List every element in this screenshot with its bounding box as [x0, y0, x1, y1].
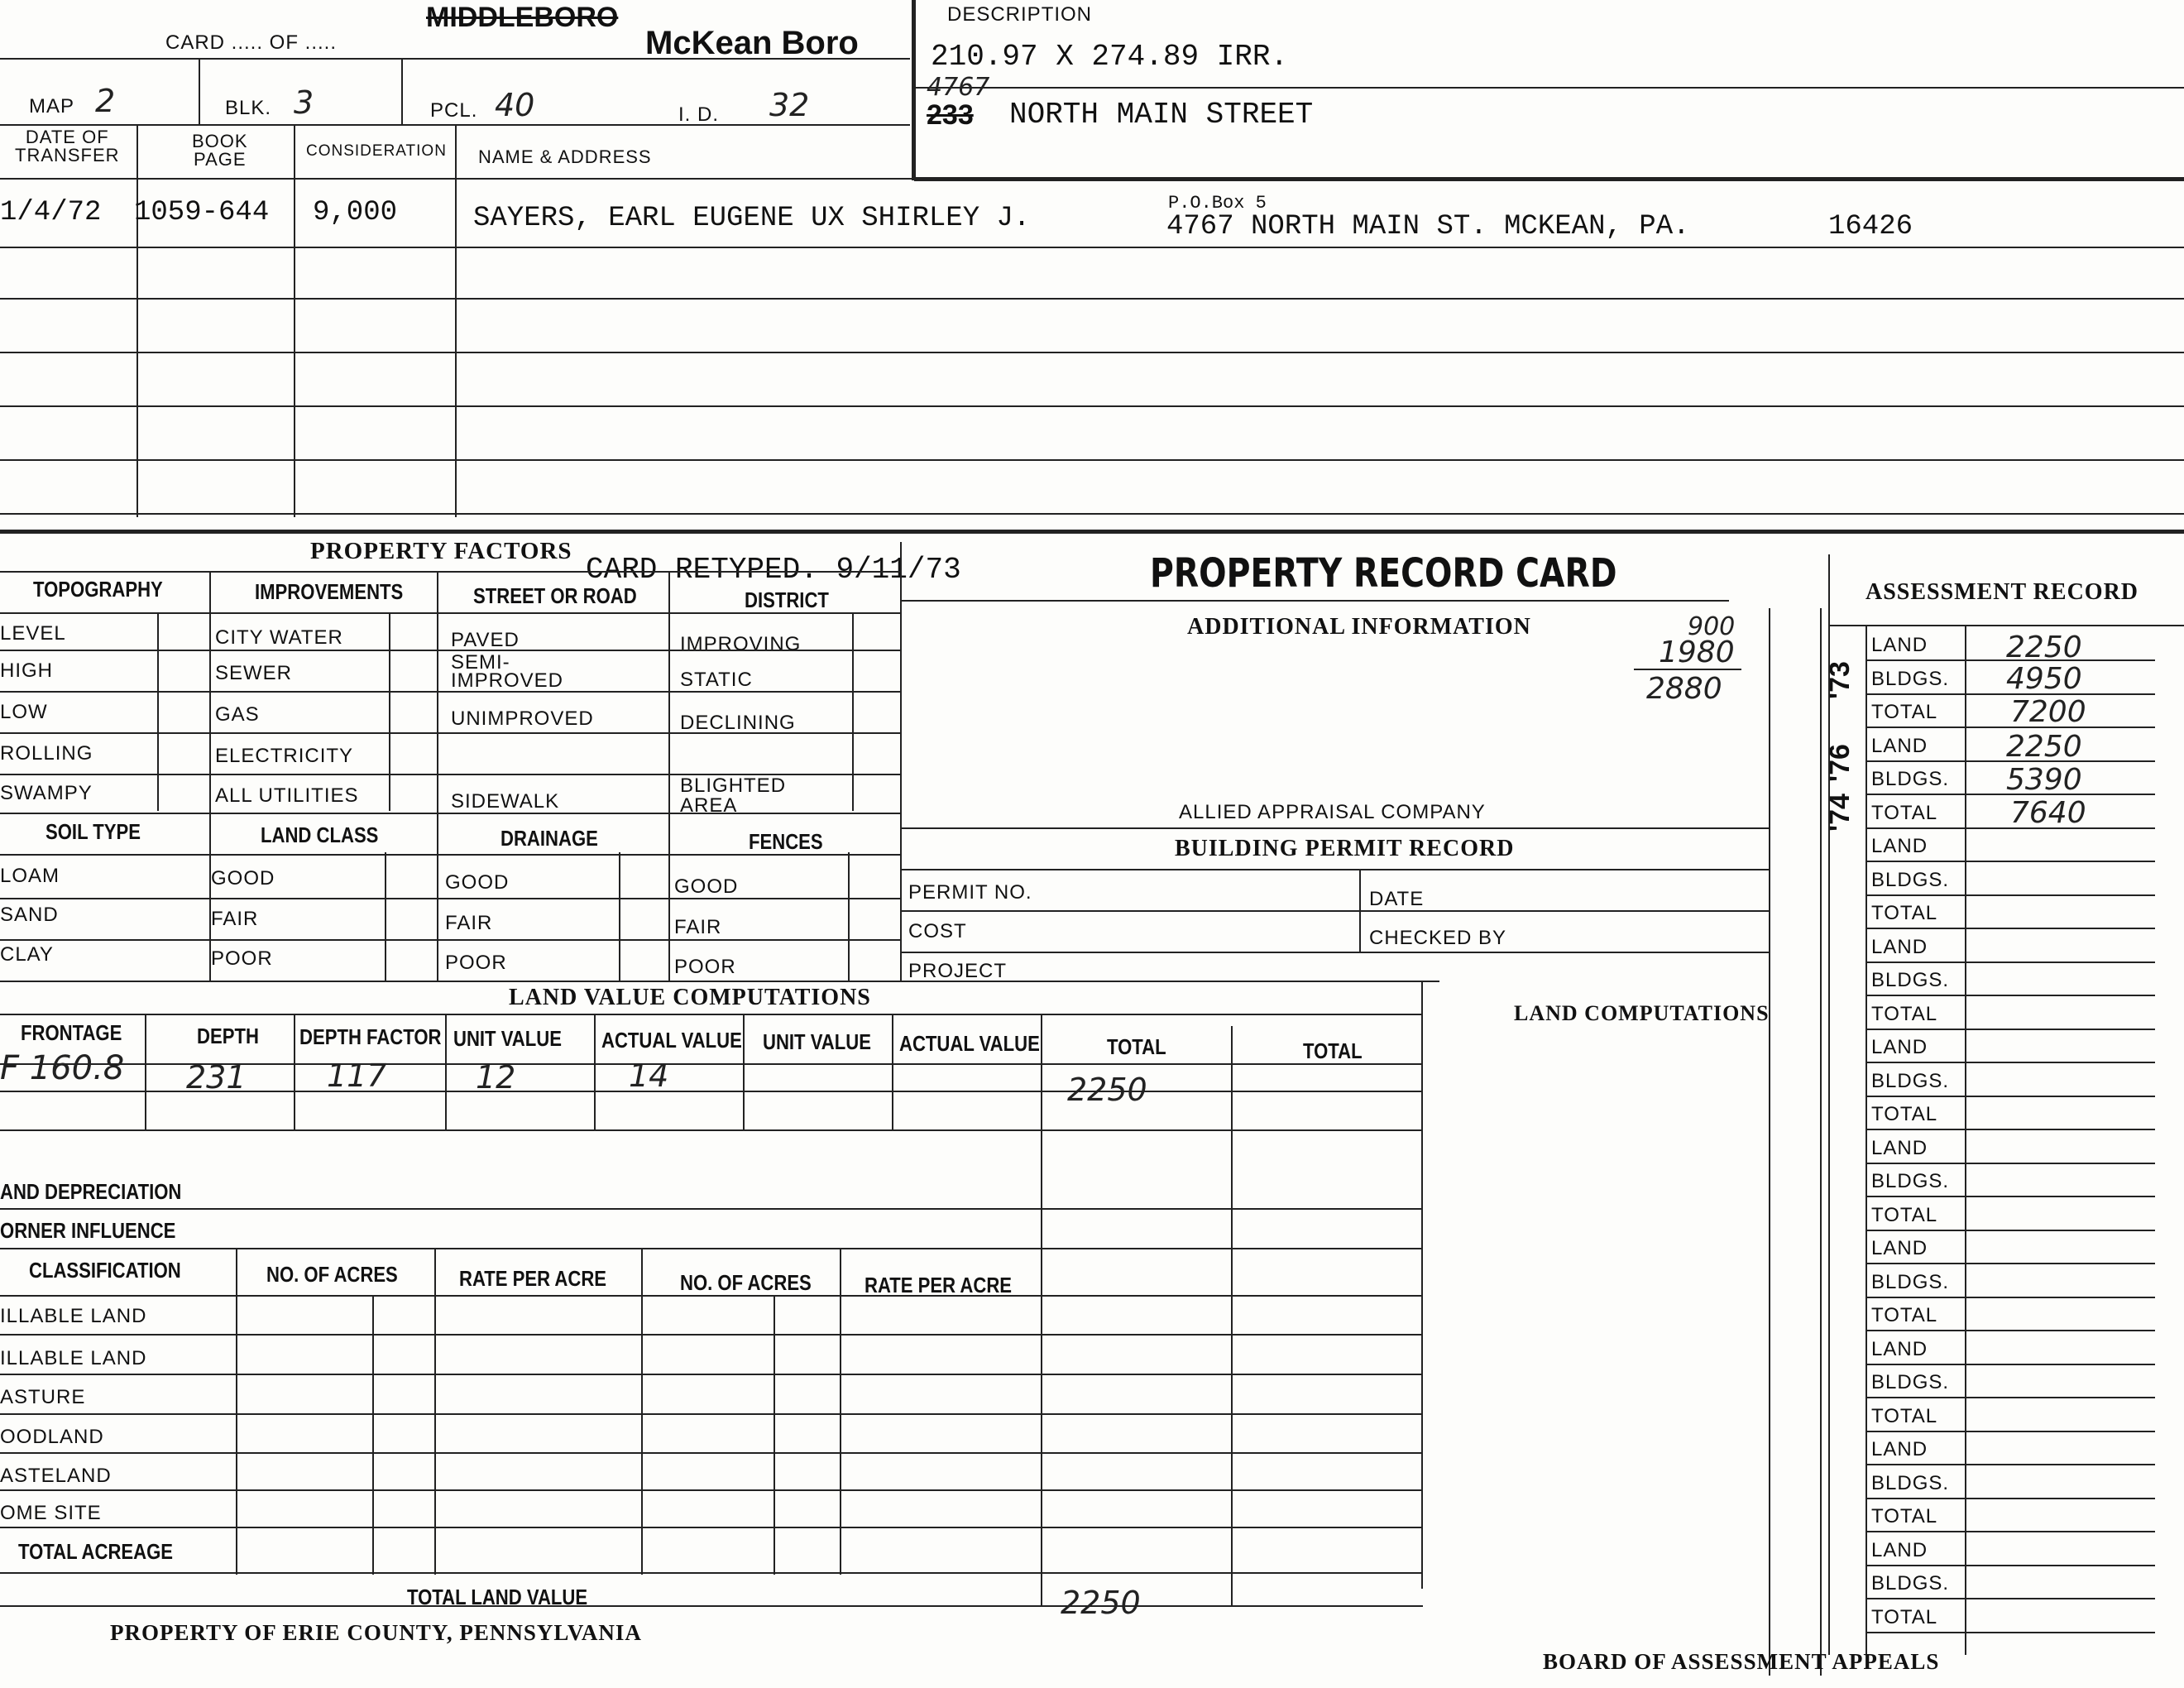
land-class-header: LAND CLASS — [261, 822, 379, 847]
assessment-row-label: LAND — [1871, 835, 1928, 857]
rule — [848, 852, 850, 981]
assessment-row-rule — [1866, 1230, 2155, 1231]
footer-board: BOARD OF ASSESSMENT APPEALS — [1543, 1649, 1940, 1674]
drainage-good: GOOD — [445, 871, 510, 894]
rule — [385, 852, 386, 981]
street-semi-improved: SEMI- IMPROVED — [451, 651, 564, 692]
calc-value-a: 900 — [1688, 612, 1736, 641]
class-tillable-land-2: ILLABLE LAND — [0, 1347, 147, 1369]
pcl-value: 40 — [495, 87, 535, 123]
rule — [294, 1014, 295, 1129]
district-header: DISTRICT — [745, 587, 829, 612]
rule — [1421, 981, 1423, 1589]
street-unimproved: UNIMPROVED — [451, 707, 594, 730]
col-date-header: DATE OF TRANSFER — [15, 127, 120, 165]
calc-sum: 2880 — [1646, 672, 1722, 706]
card-retyped-note: CARD RETYPED. 9/11/73 — [586, 553, 961, 587]
fences-good: GOOD — [674, 875, 739, 898]
topography-swampy: SWAMPY — [0, 782, 93, 804]
assessment-row-rule — [1866, 995, 2155, 996]
rule — [0, 1334, 1423, 1336]
assessment-row-rule — [1866, 1129, 2155, 1130]
actual-value-header: ACTUAL VALUE — [601, 1028, 742, 1053]
rule — [0, 459, 2184, 461]
depth-factor-value: 117 — [327, 1057, 387, 1094]
rule — [902, 952, 1770, 953]
rule — [641, 1248, 643, 1575]
permit-cost-label: COST — [908, 920, 967, 942]
rule — [0, 1295, 1423, 1297]
class-pasture: ASTURE — [0, 1386, 86, 1408]
permit-project-label: PROJECT — [908, 960, 1008, 982]
class-woodland: OODLAND — [0, 1426, 104, 1448]
assessment-bldgs-1: 4950 — [2006, 662, 2082, 696]
assessment-row-label: TOTAL — [1871, 1304, 1938, 1326]
rule — [0, 1489, 1423, 1491]
rule — [136, 124, 138, 517]
rule — [1965, 625, 1966, 1655]
class-wasteland: ASTELAND — [0, 1465, 112, 1487]
assessment-row-label: TOTAL — [1871, 1505, 1938, 1527]
assessment-row-label: BLDGS. — [1871, 869, 1950, 891]
assessment-row-label: TOTAL — [1871, 1405, 1938, 1427]
assessment-row-label: BLDGS. — [1871, 668, 1950, 690]
no-acres-header-2: NO. OF ACRES — [680, 1270, 812, 1295]
unit-value-2-header: UNIT VALUE — [763, 1029, 871, 1054]
assessment-row-label: LAND — [1871, 1237, 1928, 1259]
assessment-row-rule — [1866, 894, 2155, 896]
actual-value-value: 14 — [629, 1057, 669, 1094]
assessment-row-rule — [1866, 961, 2155, 963]
rule — [912, 0, 916, 180]
assessment-row-label: BLDGS. — [1871, 1371, 1950, 1393]
map-value: 2 — [95, 83, 116, 119]
assessment-row-label: BLDGS. — [1871, 1271, 1950, 1293]
id-label: I. D. — [678, 103, 720, 126]
assessment-year-74: '74 — [1824, 794, 1856, 832]
rule — [0, 298, 2184, 300]
transfer-consideration: 9,000 — [313, 197, 398, 228]
rule — [0, 691, 902, 693]
rate-acre-header-2: RATE PER ACRE — [864, 1273, 1013, 1297]
assessment-bldgs-2: 5390 — [2006, 763, 2082, 797]
rule — [0, 732, 902, 734]
assessment-land-2: 2250 — [2006, 730, 2082, 764]
assessment-row-label: LAND — [1871, 936, 1928, 958]
rule — [0, 530, 2184, 534]
rule — [1769, 608, 1770, 1676]
soil-clay: CLAY — [0, 943, 54, 966]
assessment-row-label: BLDGS. — [1871, 1572, 1950, 1594]
rule — [0, 1452, 1423, 1454]
blk-value: 3 — [294, 84, 314, 121]
rule — [774, 1295, 775, 1575]
assessment-row-rule — [1866, 1464, 2155, 1465]
rule — [0, 981, 1439, 982]
assessment-row-rule — [1866, 1565, 2155, 1566]
improvement-all-utilities: ALL UTILITIES — [215, 784, 359, 807]
improvement-electricity: ELECTRICITY — [215, 745, 354, 767]
corner-influence-label: ORNER INFLUENCE — [0, 1218, 176, 1243]
transfer-name: SAYERS, EARL EUGENE UX SHIRLEY J. — [473, 203, 1031, 234]
assessment-year-76: '76 — [1824, 744, 1856, 782]
assessment-total-1: 7200 — [2010, 695, 2086, 729]
improvements-header: IMPROVEMENTS — [255, 579, 404, 604]
blk-label: BLK. — [225, 97, 272, 119]
calc-sum-rule — [1634, 669, 1741, 670]
assessment-year-73: '73 — [1824, 661, 1856, 699]
property-factors-title: PROPERTY FACTORS — [310, 538, 572, 564]
drainage-header: DRAINAGE — [500, 826, 598, 851]
rule — [294, 124, 295, 517]
map-label: MAP — [29, 95, 75, 117]
rule — [0, 58, 910, 60]
assessment-row-label: TOTAL — [1871, 701, 1938, 723]
rule — [401, 58, 403, 124]
district-improving: IMPROVING — [680, 633, 802, 655]
rule — [0, 1374, 1423, 1375]
description-dimensions: 210.97 X 274.89 IRR. — [931, 40, 1289, 74]
rule — [902, 869, 1770, 870]
drainage-poor: POOR — [445, 952, 507, 974]
appraiser-name: ALLIED APPRAISAL COMPANY — [1179, 801, 1486, 823]
rule — [900, 542, 902, 981]
rule — [445, 1014, 447, 1129]
borough-struck: MIDDLEBORO — [426, 2, 619, 33]
rule — [1820, 608, 1822, 1676]
land-class-good: GOOD — [211, 867, 275, 890]
rule — [455, 124, 457, 517]
total-value: 2250 — [1067, 1072, 1147, 1108]
footer-owner: PROPERTY OF ERIE COUNTY, PENNSYLVANIA — [110, 1620, 642, 1645]
assessment-row-rule — [1866, 1330, 2155, 1331]
assessment-row-label: LAND — [1871, 735, 1928, 757]
col-consideration-header: CONSIDERATION — [306, 142, 447, 160]
permit-date-label: DATE — [1369, 888, 1425, 910]
rule — [437, 571, 438, 981]
assessment-row-rule — [1866, 1096, 2155, 1097]
total-land-value-label: TOTAL LAND VALUE — [407, 1585, 588, 1609]
transfer-zip: 16426 — [1828, 211, 1913, 242]
depth-header: DEPTH — [197, 1024, 259, 1048]
assessment-row-label: BLDGS. — [1871, 969, 1950, 991]
rule — [0, 898, 902, 899]
topography-header: TOPOGRAPHY — [33, 577, 163, 602]
assessment-row-rule — [1866, 1364, 2155, 1365]
description-label: DESCRIPTION — [947, 3, 1093, 26]
rule — [0, 178, 2184, 180]
assessment-row-label: TOTAL — [1871, 1103, 1938, 1125]
assessment-row-rule — [1866, 1196, 2155, 1197]
rule — [389, 612, 390, 811]
rule — [668, 571, 670, 981]
fences-fair: FAIR — [674, 916, 722, 938]
topography-rolling: ROLLING — [0, 742, 93, 765]
improvement-city-water: CITY WATER — [215, 626, 343, 649]
rule — [0, 405, 2184, 407]
street-header: STREET OR ROAD — [473, 583, 637, 608]
rule — [0, 1527, 1423, 1528]
rule — [199, 58, 200, 124]
col-book-header: BOOK PAGE — [192, 131, 248, 170]
assessment-row-rule — [1866, 1598, 2155, 1599]
rule — [840, 1248, 841, 1575]
depth-value: 231 — [186, 1059, 247, 1096]
assessment-row-rule — [1866, 1397, 2155, 1398]
assessment-row-label: LAND — [1871, 1438, 1928, 1460]
assessment-row-label: BLDGS. — [1871, 768, 1950, 790]
permit-checked-by-label: CHECKED BY — [1369, 927, 1507, 949]
assessment-row-label: BLDGS. — [1871, 1070, 1950, 1092]
assessment-land-1: 2250 — [2006, 631, 2082, 664]
rule — [902, 910, 1770, 912]
rule — [0, 612, 902, 614]
rule — [0, 854, 902, 856]
assessment-row-label: LAND — [1871, 1539, 1928, 1561]
topography-high: HIGH — [0, 659, 53, 682]
rule — [434, 1248, 436, 1575]
assessment-row-rule — [1866, 1297, 2155, 1298]
rule — [1828, 625, 2184, 626]
assessment-row-rule — [1866, 1029, 2155, 1030]
assessment-row-rule — [1866, 1062, 2155, 1063]
rule — [594, 1014, 596, 1129]
transfer-date: 1/4/72 — [0, 197, 102, 228]
permit-record-title: BUILDING PERMIT RECORD — [1175, 836, 1515, 861]
address-street: NORTH MAIN STREET — [1009, 98, 1314, 132]
assessment-row-rule — [1866, 928, 2155, 929]
topography-low: LOW — [0, 701, 48, 723]
col-name-header: NAME & ADDRESS — [478, 146, 652, 167]
drainage-fair: FAIR — [445, 912, 493, 934]
total-header-1: TOTAL — [1107, 1034, 1166, 1059]
assessment-row-rule — [1866, 1163, 2155, 1164]
rule — [1828, 554, 1830, 1655]
assessment-row-rule — [1866, 1632, 2155, 1633]
assessment-row-rule — [1866, 1263, 2155, 1264]
rule — [743, 1014, 745, 1129]
fences-poor: POOR — [674, 956, 736, 978]
unit-value-value: 12 — [476, 1059, 516, 1096]
rule — [157, 612, 159, 811]
assessment-row-label: TOTAL — [1871, 802, 1938, 824]
topography-level: LEVEL — [0, 622, 66, 645]
rule — [0, 1014, 1423, 1015]
classification-header: CLASSIFICATION — [29, 1258, 181, 1283]
assessment-row-label: TOTAL — [1871, 1606, 1938, 1628]
total-acreage-label: TOTAL ACREAGE — [18, 1539, 174, 1564]
assessment-row-label: LAND — [1871, 634, 1928, 656]
additional-info-label: ADDITIONAL INFORMATION — [1187, 614, 1531, 640]
rule — [914, 87, 2184, 89]
id-value: 32 — [769, 87, 810, 123]
improvement-gas: GAS — [215, 703, 260, 726]
pcl-label: PCL. — [430, 99, 478, 122]
frontage-header: FRONTAGE — [21, 1020, 122, 1045]
rule — [0, 1091, 1423, 1092]
district-static: STATIC — [680, 669, 753, 691]
rule — [0, 247, 2184, 248]
rule — [0, 571, 902, 573]
district-blighted-area: BLIGHTED AREA — [680, 774, 787, 817]
no-acres-header-1: NO. OF ACRES — [266, 1262, 398, 1287]
soil-type-header: SOIL TYPE — [46, 819, 141, 844]
total-header-2: TOTAL — [1303, 1038, 1363, 1063]
assessment-row-rule — [1866, 1498, 2155, 1499]
rule — [619, 852, 620, 981]
assessment-row-label: LAND — [1871, 1036, 1928, 1058]
unit-value-header: UNIT VALUE — [453, 1026, 562, 1051]
rule — [145, 1014, 146, 1129]
transfer-book: 1059-644 — [134, 197, 270, 228]
soil-loam: LOAM — [0, 865, 60, 887]
rule — [0, 513, 2184, 515]
address-number-old: 233 — [927, 99, 974, 131]
rule — [0, 1572, 1423, 1574]
calc-value-b: 1980 — [1659, 635, 1735, 669]
rule — [0, 1129, 1423, 1131]
assessment-row-label: BLDGS. — [1871, 1472, 1950, 1494]
transfer-address: 4767 NORTH MAIN ST. MCKEAN, PA. — [1166, 211, 1690, 242]
rule — [0, 1605, 1423, 1607]
transfer-po-box: P.O.Box 5 — [1168, 193, 1267, 213]
class-home-site: OME SITE — [0, 1502, 102, 1524]
fences-header: FENCES — [749, 829, 823, 854]
assessment-row-rule — [1866, 861, 2155, 862]
class-tillable-land-1: ILLABLE LAND — [0, 1305, 147, 1327]
land-computations-label: LAND COMPUTATIONS — [1514, 1001, 1770, 1025]
rule — [372, 1295, 374, 1575]
assessment-total-2: 7640 — [2010, 796, 2086, 830]
assessment-row-label: TOTAL — [1871, 902, 1938, 924]
street-paved: PAVED — [451, 629, 520, 651]
rule — [1041, 1014, 1042, 1605]
rule — [0, 1248, 1423, 1249]
assessment-row-label: TOTAL — [1871, 1204, 1938, 1226]
rate-acre-header-1: RATE PER ACRE — [459, 1266, 607, 1291]
rule — [852, 612, 854, 811]
actual-value-2-header: ACTUAL VALUE — [899, 1031, 1040, 1056]
soil-sand: SAND — [0, 904, 59, 926]
rule — [0, 939, 902, 941]
district-declining: DECLINING — [680, 712, 796, 734]
land-value-title: LAND VALUE COMPUTATIONS — [509, 985, 871, 1010]
land-class-fair: FAIR — [211, 908, 259, 930]
rule — [902, 600, 1729, 602]
street-sidewalk: SIDEWALK — [451, 790, 560, 813]
rule — [892, 1014, 893, 1129]
rule — [0, 1413, 1423, 1415]
assessment-row-label: LAND — [1871, 1338, 1928, 1360]
rule — [0, 352, 2184, 353]
assessment-row-rule — [1866, 1531, 2155, 1532]
property-record-card-title: PROPERTY RECORD CARD — [1150, 550, 1617, 597]
assessment-row-rule — [1866, 1431, 2155, 1432]
improvement-sewer: SEWER — [215, 662, 293, 684]
borough-name: McKean Boro — [645, 25, 859, 61]
rule — [0, 1208, 1423, 1210]
rule — [1866, 625, 1867, 1655]
card-label: CARD ..... OF ..... — [165, 31, 338, 54]
land-depreciation-label: AND DEPRECIATION — [0, 1179, 182, 1204]
rule — [236, 1248, 237, 1575]
rule — [0, 813, 902, 814]
permit-no-label: PERMIT NO. — [908, 881, 1032, 904]
assessment-row-label: BLDGS. — [1871, 1170, 1950, 1192]
assessment-row-label: LAND — [1871, 1137, 1928, 1159]
total-land-value-amount: 2250 — [1061, 1585, 1141, 1621]
frontage-value: F 160.8 — [0, 1049, 125, 1087]
rule — [1231, 1026, 1233, 1605]
address-number-new: 4767 — [927, 73, 990, 102]
land-class-poor: POOR — [211, 947, 273, 970]
depth-factor-header: DEPTH FACTOR — [299, 1024, 442, 1049]
assessment-row-label: TOTAL — [1871, 1003, 1938, 1025]
rule — [902, 827, 1770, 829]
assessment-record-title: ASSESSMENT RECORD — [1866, 579, 2139, 605]
